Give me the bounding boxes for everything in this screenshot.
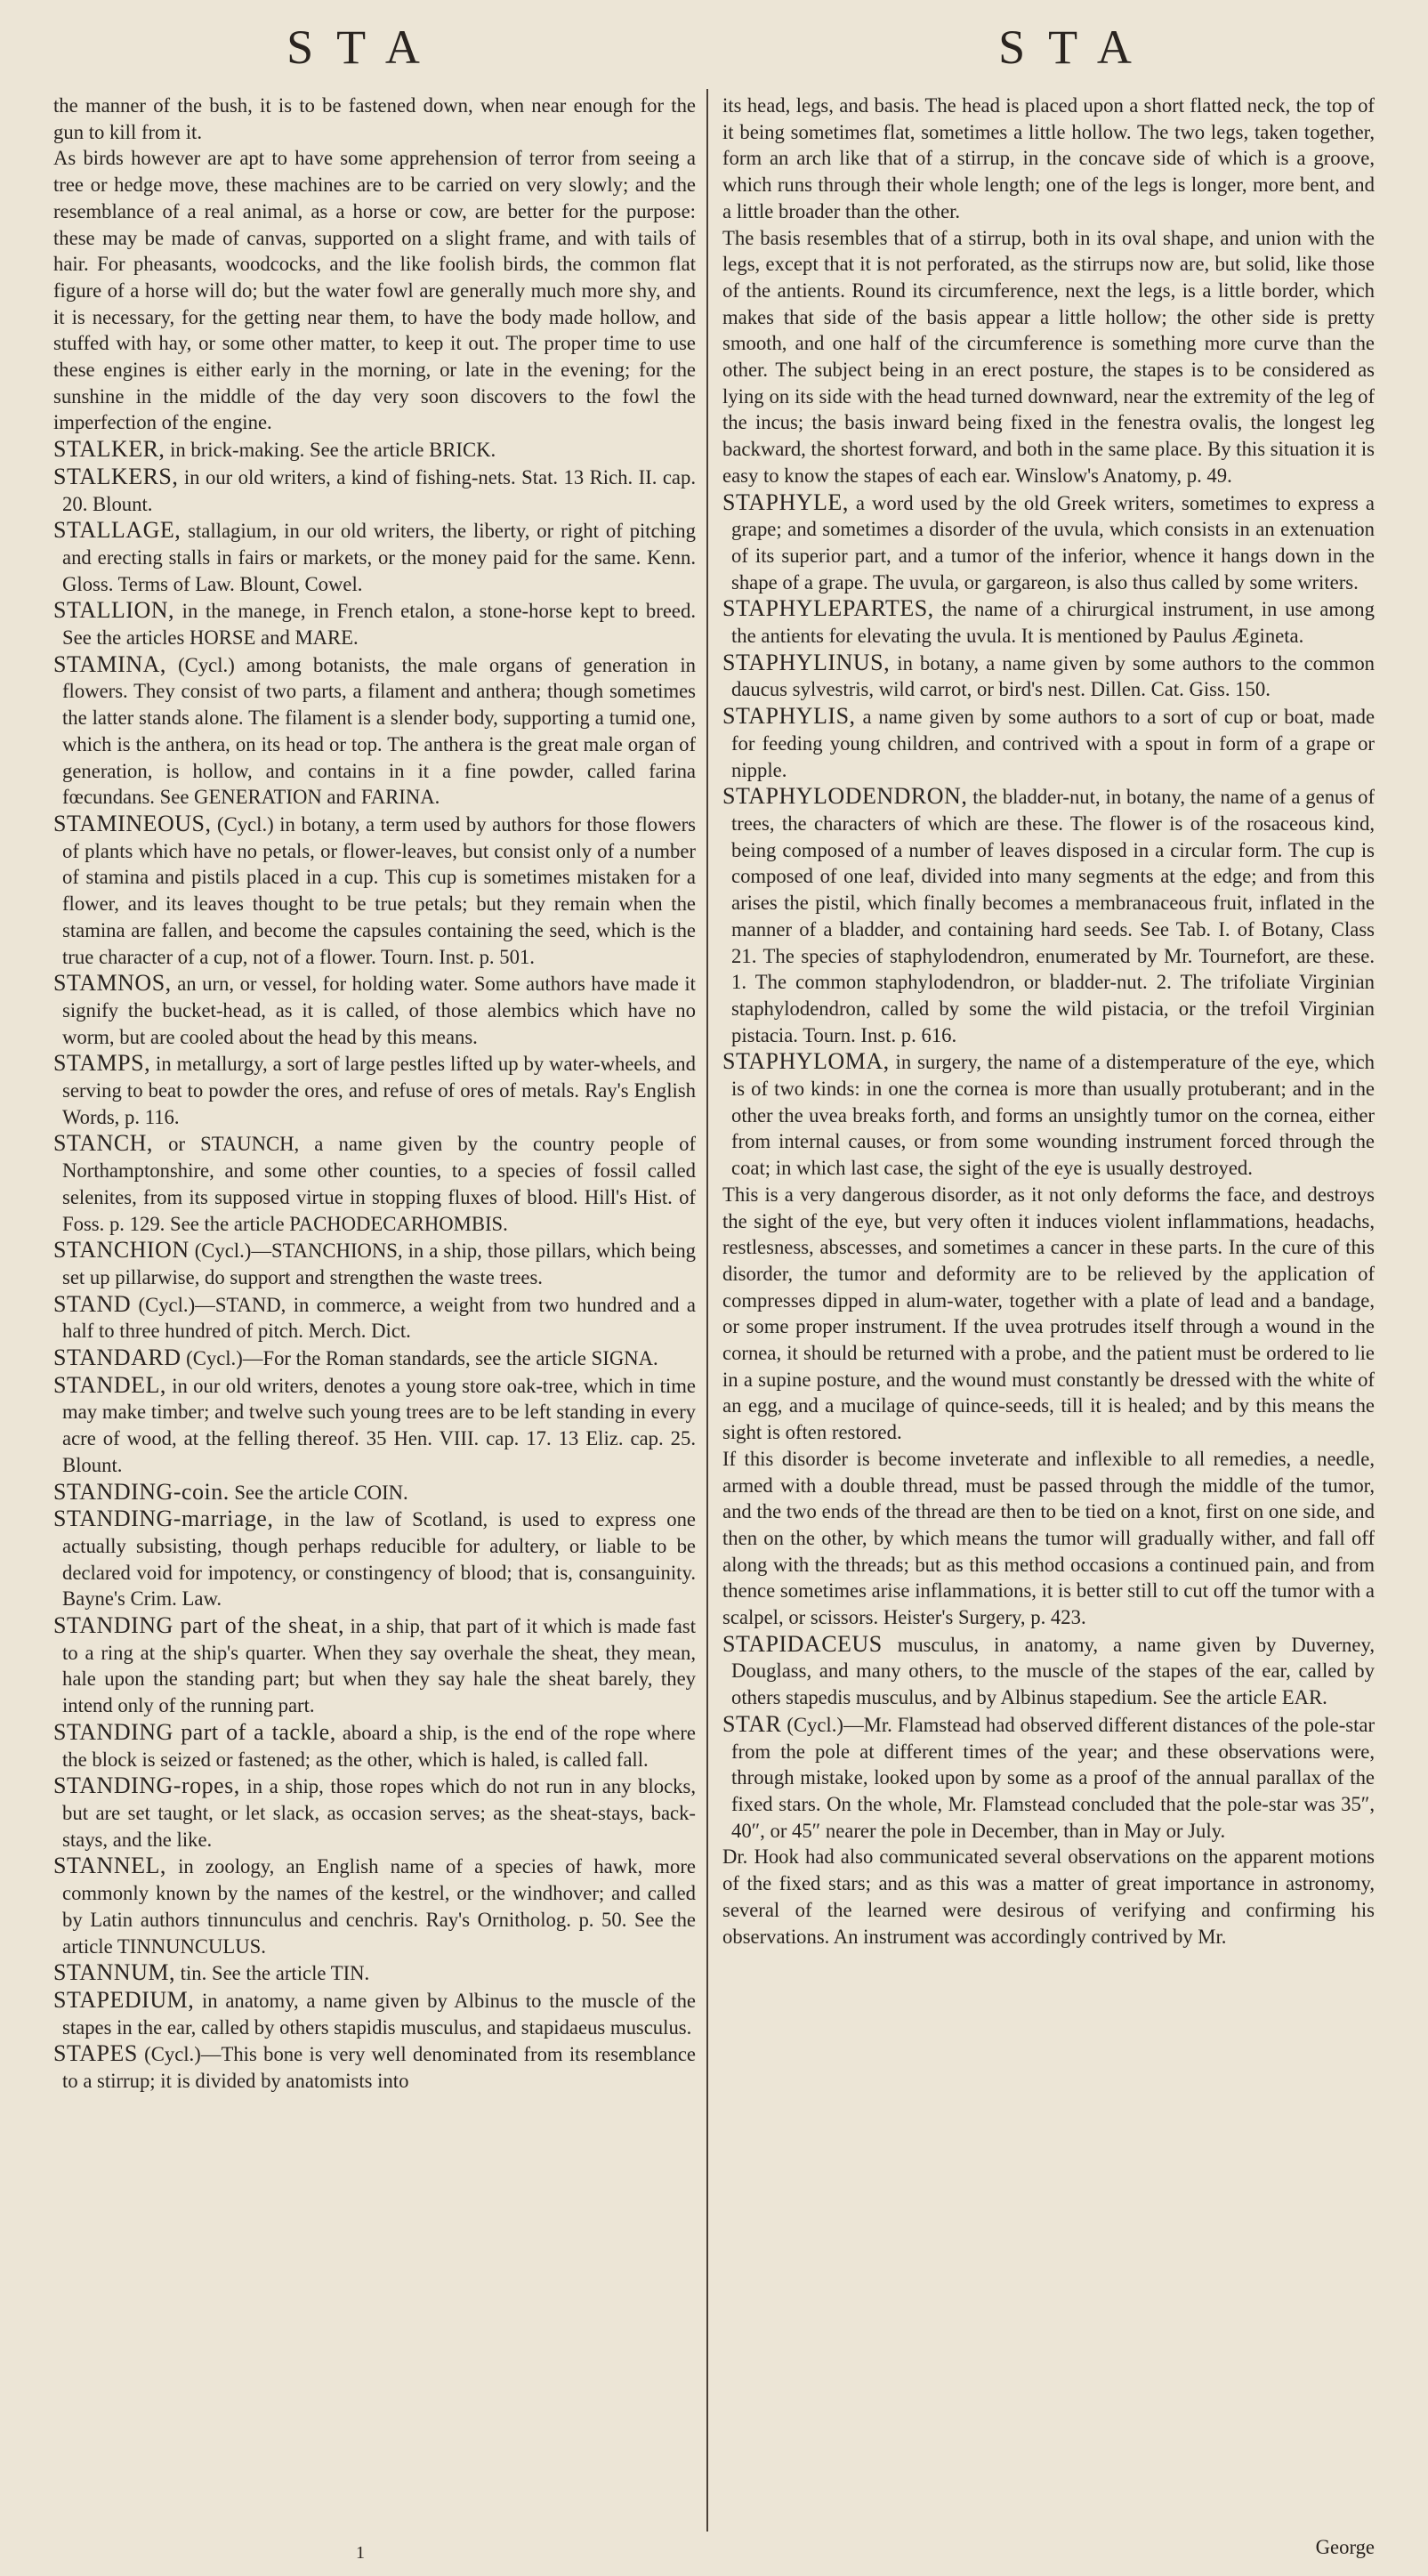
entry-text: in the manege, in French etalon, a stone-horse kept to breed. See the articles HORSE and MARE. xyxy=(62,600,696,650)
dictionary-entry xyxy=(53,1050,696,1130)
entry-text: (Cycl.)—This bone is very well denominated from its resemblance to a stirrup; it is divided by anatomists into xyxy=(62,2043,696,2093)
body-paragraph xyxy=(722,1844,1375,1950)
entry-headword: STANNUM, xyxy=(53,1959,175,1986)
entry-text: in surgery, the name of a distemperature of the eye, which is of two kinds: in one the cornea is more than usually protuberant; and in the other the uvea breaks forth, and forms an unsightly tumor on the cornea, either from internal causes, or from some wounding instrument forced through the coat; in which last case, the sight of the eye is usually destroyed. xyxy=(731,1051,1375,1180)
entry-text: or STAUNCH, a name given by the country people of Northamptonshire, and some other counties, to a species of fossil called selenites, from its supposed virtue in stopping fluxes of blood. Hill's Hist. of Foss. p. 129. See the article PACHODECARHOMBIS. xyxy=(62,1133,696,1235)
entry-headword: STANNEL, xyxy=(53,1853,166,1879)
entry-text: musculus, in anatomy, a name given by Duverney, Douglass, and many others, to the muscle of the stapes of the ear, called by others stapedis musculus, and by Albinus stapedium. See the article EAR. xyxy=(731,1633,1375,1709)
entry-text: tin. See the article TIN. xyxy=(180,1962,370,1985)
dictionary-entry xyxy=(722,489,1375,596)
entry-headword: STALLAGE, xyxy=(53,517,182,544)
entry-headword: STAMPS, xyxy=(53,1050,151,1077)
running-head-right: STA xyxy=(998,20,1155,74)
entry-text: (Cycl.)—Mr. Flamstead had observed different distances of the pole-star from the pole at different times of the year; and these observations were, through mistake, looked upon by some as a proof of the annual parallax of the fixed stars. On the whole, Mr. Flamstead concluded that the pole-star was 35″, 40″, or 45″ nearer the pole in December, than in May or July. xyxy=(731,1713,1375,1842)
entry-text: in metallurgy, a sort of large pestles lifted up by water-wheels, and serving to beat to powder the ores, and refuse of ores of metals. Ray's English Words, p. 116. xyxy=(62,1053,696,1128)
entry-text: in anatomy, a name given by Albinus to the muscle of the stapes in the ear, called by others stapidis musculus, and stapidaeus musculus. xyxy=(62,1989,696,2039)
entry-text: stallagium, in our old writers, the liberty, or right of pitching and erecting stalls in fairs or markets, or the money paid for the same. Kenn. Gloss. Terms of Law. Blount, Cowel. xyxy=(62,520,696,595)
entry-headword: STAPHYLOMA, xyxy=(722,1048,890,1075)
dictionary-entry xyxy=(722,595,1375,649)
body-paragraph xyxy=(722,1182,1375,1446)
dictionary-entry xyxy=(722,1711,1375,1845)
entry-text: in a ship, those ropes which do not run in any blocks, but are set taught, or let slack, as occasion serves; as the sheat-stays, back-stays, and the like. xyxy=(62,1775,696,1851)
dictionary-entry xyxy=(53,464,696,517)
entry-text: If this disorder is become inveterate and inflexible to all remedies, a needle, armed with a double thread, must be passed through the middle of the tumor, and the two ends of the thread are then to be tied on a knot, first on one side, and then on the other, by which means the tumor will gradually wither, and fall off along with the threads; but as this method occasions a continued pain, and from thence sometimes arise inflammations, it is better still to cut off the tumor with a scalpel, or scissors. Heister's Surgery, p. 423. xyxy=(722,1447,1375,1629)
entry-headword: STANDARD xyxy=(53,1345,182,1371)
dictionary-entry xyxy=(53,2040,696,2094)
entry-headword: STAPES xyxy=(53,2040,138,2067)
entry-headword: STANDING part of a tackle, xyxy=(53,1718,336,1745)
folio-number: 1 xyxy=(356,2543,365,2563)
dictionary-entry xyxy=(722,703,1375,783)
entry-text: This is a very dangerous disorder, as it not only deforms the face, and destroys the sight of the eye, but very often it induces violent inflammations, headachs, restlesness, abscesses, and sometimes a cancer in these parts. In the cure of this disorder, the tumor and deformity are to be relieved by the application of compresses dipped in alum-water, together with a plate of lead and a bandage, or some proper instrument. If the uvea protrudes itself through a wound in the cornea, it should be returned with a probe, and the patient must be ordered to lie in a supine posture, and the wound must constantly be dressed with the white of an egg, and a mucilage of quince-seeds, till it is healed; and by this means the sight is often restored. xyxy=(722,1183,1375,1444)
entry-text: in zoology, an English name of a species of hawk, more commonly known by the names of the kestrel, or the windhover; and called by Latin authors tinnunculus and cenchris. Ray's Ornitholog. p. 50. See the article TINNUNCULUS. xyxy=(62,1855,696,1958)
entry-headword: STAPHYLINUS, xyxy=(722,649,891,675)
entry-text: the name of a chirurgical instrument, in use among the antients for elevating the uvula. It is mentioned by Paulus Ægineta. xyxy=(731,598,1375,648)
dictionary-entry xyxy=(53,1987,696,2040)
entry-headword: STAPIDACEUS xyxy=(722,1630,883,1657)
entry-headword: STAPEDIUM, xyxy=(53,1986,195,2013)
entry-headword: STANDING-ropes, xyxy=(53,1773,240,1799)
catchword: George xyxy=(1315,2536,1375,2558)
entry-headword: STAR xyxy=(722,1710,782,1737)
entry-text: the manner of the bush, it is to be fastened down, when near enough for the gun to kill from it. xyxy=(53,94,696,143)
dictionary-entry xyxy=(722,1631,1375,1711)
entry-text: in our old writers, a kind of fishing-nets. Stat. 13 Rich. II. cap. 20. Blount. xyxy=(62,465,696,515)
entry-text: in the law of Scotland, is used to express one actually subsisting, though perhaps reducible for adultery, or liable to be declared void for impotency, or constingency of blood; that is, consanguinity. Bayne's Crim. Law. xyxy=(62,1508,696,1611)
dictionary-entry xyxy=(53,436,696,464)
entry-text: Dr. Hook had also communicated several observations on the apparent motions of the fixed stars; and as this was a matter of great importance in astronomy, several of the learned were desirous of verifying and confirming his observations. An instrument was accordingly contrived by Mr. xyxy=(722,1845,1375,1948)
body-paragraph xyxy=(53,93,696,145)
entry-text: an urn, or vessel, for holding water. Some authors have made it signify the bucket-head, as it is called, of those alembics which have no worm, but are cooled about the head by this means. xyxy=(62,973,696,1048)
entry-text: the bladder-nut, in botany, the name of a genus of trees, the characters of which are these. The flower is of the rosaceous kind, being composed of a number of leaves disposed in a circular form. The cup is composed of one leaf, divided into many segments at the edge; and from this arises the pistil, which finally becomes a membranaceous fruit, inflated in the manner of a bladder, and containing hard seeds. See Tab. I. of Botany, Class 21. The species of staphylodendron, enumerated by Mr. Tournefort, are these. 1. The common staphylodendron, or bladder-nut. 2. The trifoliate Virginian staphylodendron, called by some the wild pistacia, or the trefoil Virginian pistacia. Tourn. Inst. p. 616. xyxy=(731,786,1375,1046)
dictionary-entry xyxy=(722,783,1375,1048)
entry-headword: STAPHYLIS, xyxy=(722,703,856,730)
dictionary-entry xyxy=(53,1506,696,1612)
entry-text: (Cycl.)—STANCHIONS, in a ship, those pillars, which being set up pillarwise, do support and strengthen the waste trees. xyxy=(62,1240,696,1288)
left-column xyxy=(53,93,696,2531)
entry-text: a word used by the old Greek writers, sometimes to express a grape; and sometimes a disorder of the uvula, which consists in an extenuation of its superior part, and a tumor of the inferior, whence it hangs down in the shape of a grape. The uvula, or gargareon, is also thus called by some writers. xyxy=(731,491,1375,594)
entry-text: (Cycl.)—STAND, in commerce, a weight from two hundred and a half to three hundred of pitch. Merch. Dict. xyxy=(62,1293,696,1343)
entry-headword: STANDING part of the sheat, xyxy=(53,1612,345,1639)
dictionary-entry xyxy=(53,597,696,650)
entry-headword: STAMNOS, xyxy=(53,970,172,997)
entry-headword: STANDING-marriage, xyxy=(53,1506,274,1532)
running-head-left: STA xyxy=(286,20,443,74)
entry-text: (Cycl.)—For the Roman standards, see the article SIGNA. xyxy=(186,1347,658,1370)
entry-headword: STAMINEOUS, xyxy=(53,810,212,836)
entry-headword: STANCHION xyxy=(53,1237,190,1264)
entry-text: aboard a ship, is the end of the rope where the block is seized or fastened; as the other, which is haled, is called fall. xyxy=(62,1721,696,1771)
dictionary-entry xyxy=(722,650,1375,703)
entry-headword: STAMINA, xyxy=(53,650,166,677)
right-column xyxy=(722,93,1375,2531)
entry-text: in botany, a name given by some authors to the common daucus sylvestris, wild carrot, or bird's nest. Dillen. Cat. Giss. 150. xyxy=(731,651,1375,701)
entry-text: As birds however are apt to have some apprehension of terror from seeing a tree or hedge move, these machines are to be carried on very slowly; and the resemblance of a real animal, as a horse or cow, are better for the purpose: these may be made of canvas, supported on a slight frame, and with tails of hair. For pheasants, woodcocks, and the like foolish birds, the common flat figure of a horse will do; but the water fowl are generally much more shy, and it is necessary, for the getting near them, to have the body made hollow, and stuffed with hay, or some other matter, to keep it out. The proper time to use these engines is either early in the morning, or late in the evening; for the sunshine in the middle of the day very soon discovers to the fowl the imperfection of the engine. xyxy=(53,147,696,434)
dictionary-entry xyxy=(53,1479,696,1506)
dictionary-entry xyxy=(53,970,696,1050)
entry-headword: STANDEL, xyxy=(53,1371,166,1398)
body-paragraph xyxy=(722,1446,1375,1631)
entry-headword: STANDING-coin. xyxy=(53,1478,230,1505)
entry-text: a name given by some authors to a sort of cup or boat, made for feeding young children, and contrived with a spout in form of a grape or nipple. xyxy=(731,706,1375,781)
body-paragraph xyxy=(53,145,696,436)
dictionary-entry xyxy=(53,1719,696,1773)
dictionary-entry xyxy=(53,1291,696,1345)
entry-headword: STAND xyxy=(53,1290,132,1317)
dictionary-entry xyxy=(53,651,696,811)
dictionary-entry xyxy=(53,1853,696,1959)
dictionary-entry xyxy=(53,1237,696,1290)
body-paragraph xyxy=(722,93,1375,225)
column-rule xyxy=(706,89,708,2532)
entry-text: in our old writers, denotes a young store oak-tree, which in time may make timber; and twelve such young trees are to be left standing in every acre of wood, at the felling thereof. 35 Hen. VIII. cap. 17. 13 Eliz. cap. 25. Blount. xyxy=(62,1374,696,1476)
dictionary-entry xyxy=(53,811,696,970)
entry-text: (Cycl.) among botanists, the male organs of generation in flowers. They consist of two parts, a filament and anthera; though sometimes the latter stands alone. The filament is a slender body, supporting a tumid one, which is the anthera, on its head or top. The anthera is the great male organ of generation, is hollow, and contains in it a fine powder, called farina fœcundans. See GENERATION and FARINA. xyxy=(62,653,696,809)
body-paragraph xyxy=(722,225,1375,489)
entry-headword: STAPHYLE, xyxy=(722,489,849,515)
dictionary-entry xyxy=(53,1130,696,1237)
entry-text: in brick-making. See the article BRICK. xyxy=(170,439,496,462)
entry-headword: STANCH, xyxy=(53,1130,153,1157)
dictionary-entry xyxy=(53,1372,696,1479)
entry-headword: STALKERS, xyxy=(53,463,179,489)
dictionary-entry xyxy=(53,517,696,597)
entry-headword: STALKER, xyxy=(53,436,165,463)
entry-text: in a ship, that part of it which is made fast to a ring at the ship's quarter. When they say overhale the sheat, they mean, hale upon the standing part; but when they say hale the sheat barely, they intend only of the running part. xyxy=(62,1615,696,1717)
dictionary-entry xyxy=(53,1773,696,1853)
entry-headword: STAPHYLEPARTES, xyxy=(722,595,934,622)
entry-headword: STAPHYLODENDRON, xyxy=(722,783,968,810)
entry-text: (Cycl.) in botany, a term used by authors for those flowers of plants which have no petals, or flower-leaves, but consist only of a number of stamina and pistils placed in a cup. This cup is sometimes mistaken for a flower, and its leaves thought to be true petals; but they remain when the stamina are fallen, and become the capsules containing the seed, which is the true character of a cup, not of a flower. Tourn. Inst. p. 501. xyxy=(62,812,696,968)
dictionary-entry xyxy=(53,1345,696,1372)
dictionary-entry xyxy=(53,1612,696,1719)
entry-text: The basis resembles that of a stirrup, both in its oval shape, and union with the legs, except that it is not perforated, as the stirrups now are, but solid, like those of the antients. Round its circumference, next the legs, is a little border, which makes that side of the basis appear a little hollow; the other side is pretty smooth, and one half of the circumference is something more curve than the other. The subject being in an erect posture, the stapes is to be considered as lying on its side with the head turned downward, near the extremity of the leg of the incus; the basis inward being fixed in the fenestra ovalis, the longest leg backward, the shortest forward, and both in the same place. By this situation it is easy to know the stapes of each ear. Winslow's Anatomy, p. 49. xyxy=(722,226,1375,487)
entry-text: See the article COIN. xyxy=(234,1481,408,1504)
entry-text: its head, legs, and basis. The head is placed upon a short flatted neck, the top of it being sometimes flat, sometimes a little hollow. The two legs, taken together, form an arch like that of a stirrup, in the concave side of which is a groove, which runs through their whole length; one of the legs is longer, more bent, and a little broader than the other. xyxy=(722,94,1375,222)
entry-headword: STALLION, xyxy=(53,597,175,624)
dictionary-entry xyxy=(722,1048,1375,1182)
dictionary-entry xyxy=(53,1959,696,1987)
